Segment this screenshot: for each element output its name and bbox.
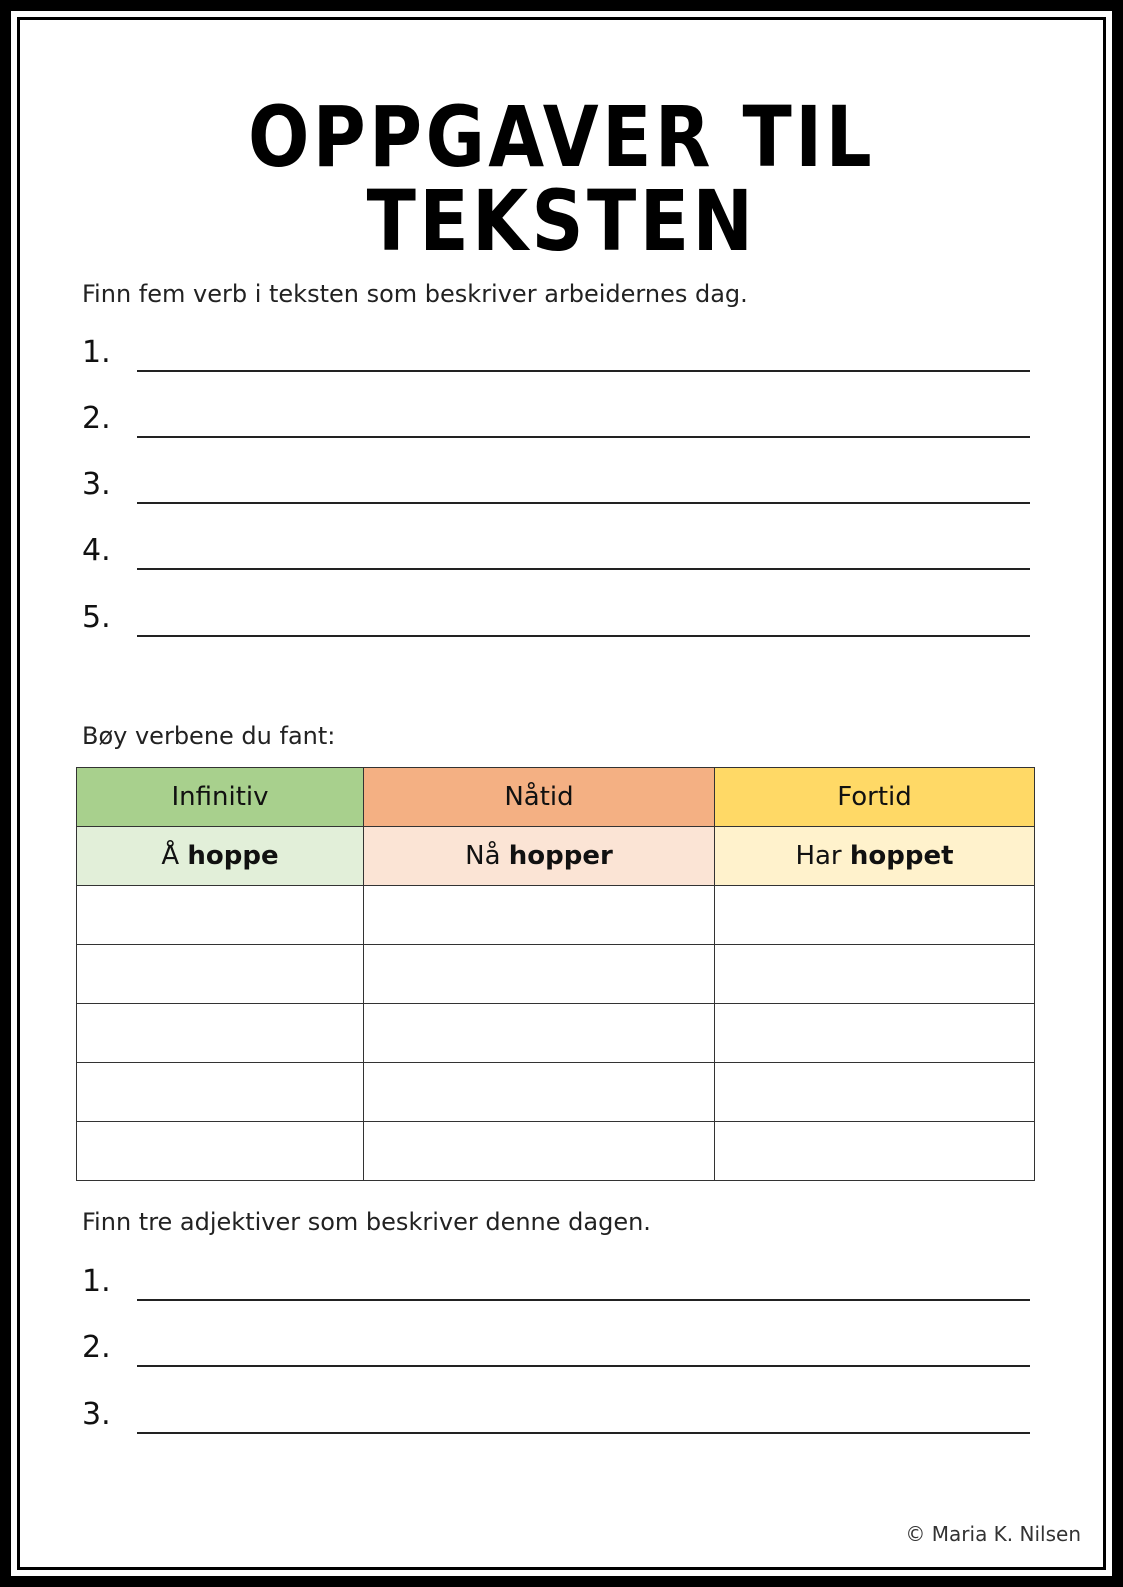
answer-cell[interactable] — [77, 1063, 364, 1122]
example-fortid — [715, 827, 1035, 886]
answer-line[interactable] — [137, 502, 1030, 504]
answer-line[interactable] — [137, 370, 1030, 372]
answer-line-row — [82, 530, 1030, 570]
answer-line[interactable] — [137, 568, 1030, 570]
header-natid: Nåtid — [364, 768, 715, 827]
answer-line-row — [82, 332, 1030, 372]
answer-line-row — [82, 398, 1030, 438]
example-verb: hopper — [508, 841, 613, 871]
header-fortid: Fortid — [715, 768, 1035, 827]
answer-cell[interactable] — [77, 1122, 364, 1181]
answer-line[interactable] — [137, 635, 1030, 637]
answer-cell[interactable] — [77, 1004, 364, 1063]
line-number: 5. — [82, 600, 111, 635]
line-number: 3. — [82, 467, 111, 502]
answer-line-row — [82, 597, 1030, 637]
answer-cell[interactable] — [715, 1122, 1035, 1181]
table-row — [77, 886, 1035, 945]
example-prefix: Nå — [465, 841, 501, 871]
conjugation-task-prompt: Bøy verbene du fant: — [82, 722, 336, 750]
line-number: 4. — [82, 533, 111, 568]
example-prefix: Har — [795, 841, 842, 871]
page-title: OPPGAVER TIL TEKSTEN — [247, 88, 876, 270]
table-row — [77, 1122, 1035, 1181]
line-number: 2. — [82, 401, 111, 436]
table-row — [77, 1063, 1035, 1122]
answer-cell[interactable] — [715, 886, 1035, 945]
answer-cell[interactable] — [77, 886, 364, 945]
adjective-task-prompt: Finn tre adjektiver som beskriver denne dagen. — [82, 1208, 651, 1236]
table-header-row — [77, 768, 1035, 827]
verb-task-prompt: Finn fem verb i teksten som beskriver arbeidernes dag. — [82, 280, 748, 308]
table-row — [77, 945, 1035, 1004]
answer-line-row — [82, 1327, 1030, 1367]
answer-line[interactable] — [137, 436, 1030, 438]
answer-cell[interactable] — [715, 945, 1035, 1004]
line-number: 3. — [82, 1397, 111, 1432]
answer-cell[interactable] — [364, 1063, 715, 1122]
answer-cell[interactable] — [77, 945, 364, 1004]
answer-cell[interactable] — [364, 945, 715, 1004]
answer-cell[interactable] — [364, 1122, 715, 1181]
example-verb: hoppet — [849, 841, 954, 871]
answer-line-row — [82, 1261, 1030, 1301]
answer-cell[interactable] — [364, 1004, 715, 1063]
answer-line[interactable] — [137, 1432, 1030, 1434]
copyright-notice: © Maria K. Nilsen — [905, 1522, 1081, 1546]
table-example-row — [77, 827, 1035, 886]
header-infinitiv: Infinitiv — [77, 768, 364, 827]
answer-line[interactable] — [137, 1299, 1030, 1301]
answer-line-row — [82, 464, 1030, 504]
line-number: 1. — [82, 1264, 111, 1299]
answer-line-row — [82, 1394, 1030, 1434]
line-number: 2. — [82, 1330, 111, 1365]
answer-cell[interactable] — [715, 1063, 1035, 1122]
example-infinitiv — [77, 827, 364, 886]
example-natid — [364, 827, 715, 886]
line-number: 1. — [82, 335, 111, 370]
example-prefix: Å — [161, 841, 180, 871]
answer-line[interactable] — [137, 1365, 1030, 1367]
answer-cell[interactable] — [364, 886, 715, 945]
example-verb: hoppe — [187, 841, 279, 871]
answer-cell[interactable] — [715, 1004, 1035, 1063]
conjugation-table — [76, 767, 1035, 1181]
table-row — [77, 1004, 1035, 1063]
